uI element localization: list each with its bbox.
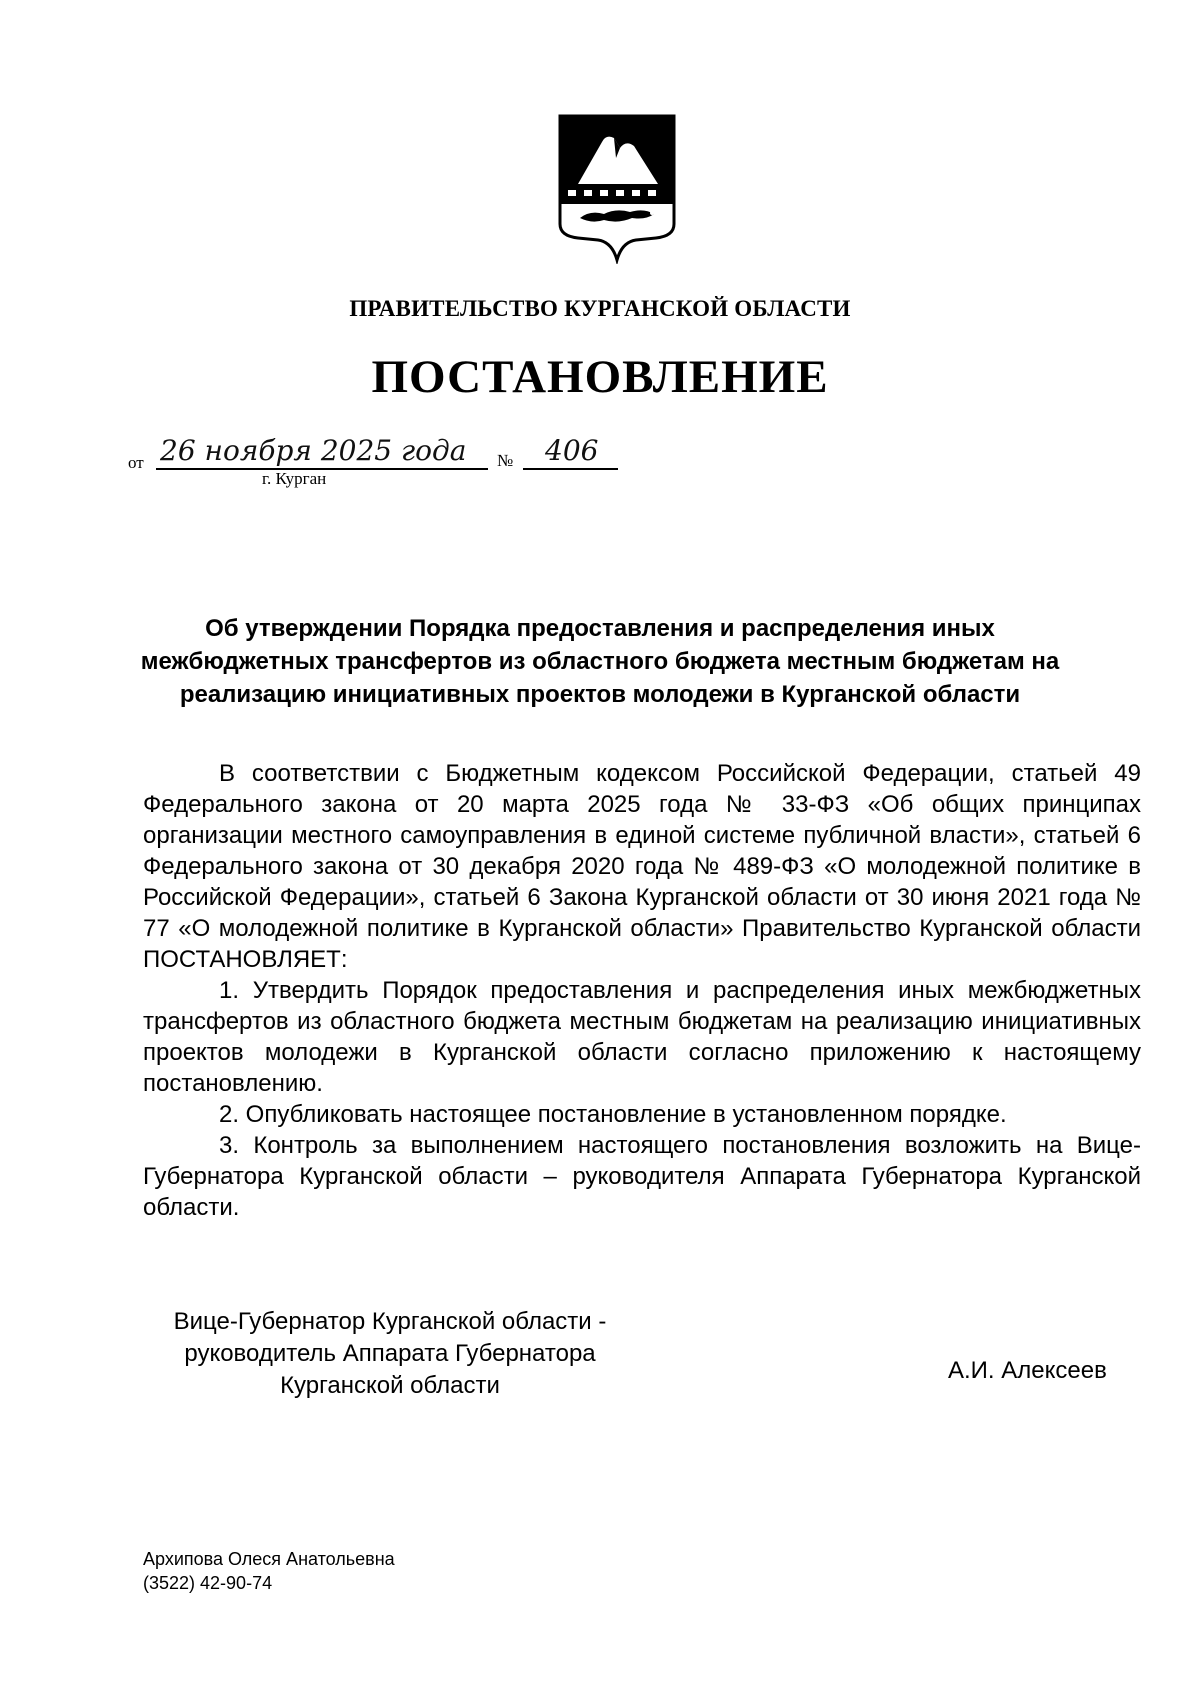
resolution-item-1: 1. Утвердить Порядок предоставления и распределения иных межбюджетных трансфертов из областного бюджета местным бюджетам на реализацию инициативных проектов молодежи в Курганской области согласно приложению к настоящему постановлению.: [143, 977, 1141, 1097]
coat-of-arms-icon: [556, 112, 678, 264]
executor-name: Архипова Олеся Анатольевна: [143, 1549, 395, 1569]
signatory-position: [130, 1306, 650, 1402]
document-type-title: ПОСТАНОВЛЕНИЕ: [371, 351, 829, 403]
signatory-position-line: Курганской области: [280, 1372, 500, 1399]
document-subject: Об утверждении Порядка предоставления и распределения иных межбюджетных трансфертов из областного бюджета местным бюджетам на реализацию инициативных проектов молодежи в Курганской области: [140, 615, 1060, 708]
signatory-name: А.И. Алексеев: [948, 1357, 1107, 1384]
resolution-item-3: 3. Контроль за выполнением настоящего постановления возложить на Вице-Губернатора Курганской области – руководителя Аппарата Губернатора Курганской области.: [143, 1132, 1141, 1221]
signatory-position-line: Вице-Губернатор Курганской области -: [173, 1308, 607, 1335]
executor-phone: (3522) 42-90-74: [143, 1573, 273, 1593]
organization-name: ПРАВИТЕЛЬСТВО КУРГАНСКОЙ ОБЛАСТИ: [349, 296, 851, 321]
document-body: [143, 758, 1141, 1223]
date-prefix: от: [128, 453, 144, 472]
number-sign: №: [497, 451, 514, 470]
handwritten-number: 406: [545, 434, 599, 467]
number-underline: [523, 468, 618, 470]
executor-contact: [143, 1547, 395, 1595]
resolution-item-2: 2. Опубликовать настоящее постановление в установленном порядке.: [219, 1101, 1007, 1128]
signatory-position-line: руководитель Аппарата Губернатора: [184, 1340, 596, 1367]
preamble-paragraph: В соответствии с Бюджетным кодексом Российской Федерации, статьей 49 Федерального закона от 20 марта 2025 года № 33-ФЗ «Об общих принципах организации местного самоуправления в единой системе публичной власти», статьей 6 Федерального закона от 30 декабря 2020 года № 489-ФЗ «О молодежной политике в Российской Федерации», статьей 6 Закона Курганской области от 30 июня 2021 года № 77 «О молодежной политике в Курганской области» Правительство Курганской области ПОСТАНОВЛЯЕТ:: [143, 760, 1141, 973]
city-label: г. Курган: [262, 469, 327, 488]
handwritten-date: 26 ноября 2025 года: [160, 434, 467, 467]
